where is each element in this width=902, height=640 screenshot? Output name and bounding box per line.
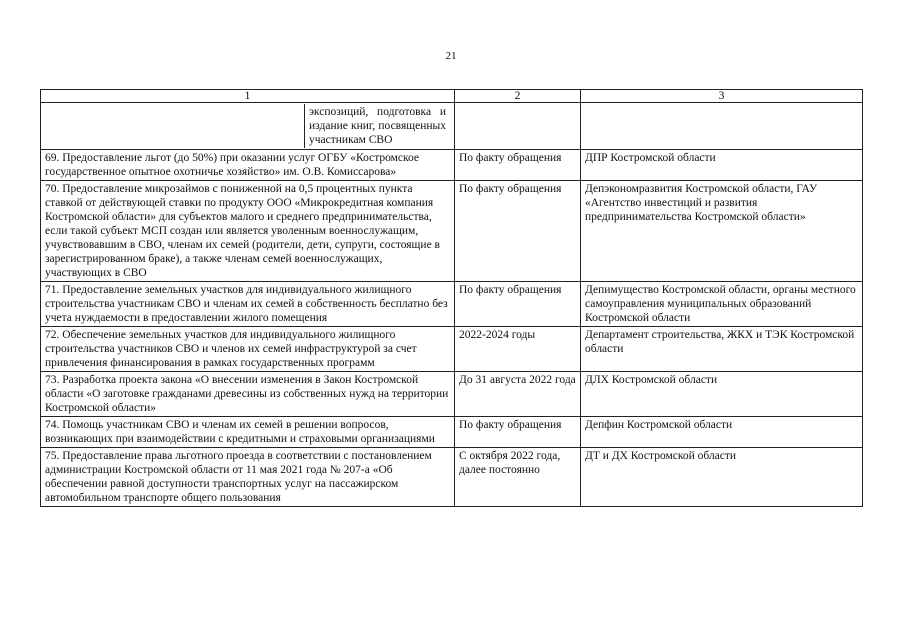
table-row	[41, 448, 863, 507]
measure-cell: 71. Предоставление земельных участков для индивидуального жилищного строительства участникам СВО и членам их семей в собственность бесплатно без учета нуждаемости в предоставлении жилого помещения	[41, 282, 455, 327]
table-row	[41, 282, 863, 327]
page-number: 21	[445, 50, 457, 62]
table-row	[41, 181, 863, 282]
continuation-timing-cell	[455, 103, 581, 150]
responsible-cell: ДТ и ДХ Костромской области	[581, 448, 863, 507]
responsible-cell: Депимущество Костромской области, органы местного самоуправления муниципальных образований Костромской области	[581, 282, 863, 327]
responsible-cell: Депэкономразвития Костромской области, ГАУ «Агентство инвестиций и развития предпринимательства Костромской области»	[581, 181, 863, 282]
measures-table	[40, 89, 863, 507]
measure-cell: 69. Предоставление льгот (до 50%) при оказании услуг ОГБУ «Костромское государственное опытное охотничье хозяйство» им. О.В. Комиссарова»	[41, 150, 455, 181]
column-header-3: 3	[581, 90, 863, 103]
column-header-1: 1	[41, 90, 455, 103]
table-row	[41, 372, 863, 417]
timing-cell: По факту обращения	[455, 417, 581, 448]
responsible-cell: ДЛХ Костромской области	[581, 372, 863, 417]
continuation-measure-cell	[41, 103, 455, 150]
header-row	[41, 90, 863, 103]
measure-cell: 73. Разработка проекта закона «О внесении изменения в Закон Костромской области «О заготовке гражданами древесины из собственных нужд на территории Костромской области»	[41, 372, 455, 417]
measure-cell: 72. Обеспечение земельных участков для индивидуального жилищного строительства участников СВО и членов их семей инфраструктурой за счет привлечения финансирования в рамках государственных программ	[41, 327, 455, 372]
measure-cell: 74. Помощь участникам СВО и членам их семей в решении вопросов, возникающих при взаимодействии с кредитными и страховыми организациями	[41, 417, 455, 448]
timing-cell: 2022-2024 годы	[455, 327, 581, 372]
timing-cell: По факту обращения	[455, 181, 581, 282]
responsible-cell: ДПР Костромской области	[581, 150, 863, 181]
table-row	[41, 150, 863, 181]
measure-cell: 70. Предоставление микрозаймов с пониженной на 0,5 процентных пункта ставкой от действующей ставки по продукту ООО «Микрокредитная компания Костромской области» для субъектов малого и среднего предпринимательства, если такой субъект МСП создан или является уволенным военнослужащим, учувствовавшим в СВО, членам их семей (родители, дети, супруги, состоящие в зарегистрированном браке), а также членам семей военнослужащих, участвующих в СВО	[41, 181, 455, 282]
continuation-row	[41, 103, 863, 150]
timing-cell: С октября 2022 года, далее постоянно	[455, 448, 581, 507]
responsible-cell: Депфин Костромской области	[581, 417, 863, 448]
responsible-cell: Департамент строительства, ЖКХ и ТЭК Костромской области	[581, 327, 863, 372]
continuation-responsible-cell	[581, 103, 863, 150]
continuation-empty-subcell	[45, 104, 305, 148]
table-row	[41, 417, 863, 448]
timing-cell: По факту обращения	[455, 150, 581, 181]
column-header-2: 2	[455, 90, 581, 103]
timing-cell: По факту обращения	[455, 282, 581, 327]
table-row	[41, 327, 863, 372]
timing-cell: До 31 августа 2022 года	[455, 372, 581, 417]
continuation-measure-text: экспозиций, подготовка и издание книг, посвященных участникам СВО	[309, 106, 446, 146]
measure-cell: 75. Предоставление права льготного проезда в соответствии с постановлением администрации Костромской области от 11 мая 2021 года № 207-а «Об обеспечении равной доступности транспортных услуг на пассажирском автомобильном транспорте общего пользования	[41, 448, 455, 507]
